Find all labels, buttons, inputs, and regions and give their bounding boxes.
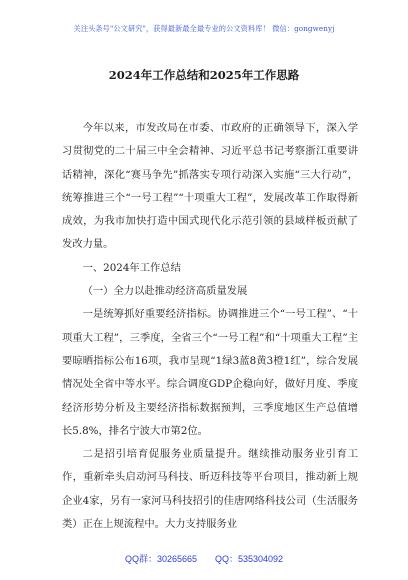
subsection-heading: （一）全力以赴推动经济高质量发展	[82, 285, 248, 298]
footer-contact	[0, 552, 408, 565]
section-heading: 一、2024年工作总结	[82, 261, 181, 274]
paragraph-indicators: 一是统筹抓好重要经济指标。协调推进三个“一号工程”、“十项重大工程”，三季度，全省三个“一号工程”和“十项重大工程”主要晾晒指标公布16项，我市呈现“1绿3蓝8黄3橙1红”，综合发展情况处全省中等水平。综合调度GDP企稳向好，做好月度、季度经济形势分析及主要经济指标数据预判，三季度地区生产总值增长5.8%，排名宁波大市第2位。	[62, 308, 358, 437]
paragraph-services: 二是招引培育促服务业质量提升。继续推动服务业引育工作，重新牵头启动河马科技、昕迈科技等平台项目，推动新上规企业4家，另有一家河马科技招引的佳唐网络科技公司（生活服务类）正在上规流程中。大力支持服务业	[62, 448, 358, 531]
document-body	[62, 117, 358, 536]
footer-qq: QQ：535304092	[214, 554, 284, 564]
intro-paragraph: 今年以来，市发改局在市委、市政府的正确领导下，深入学习贯彻党的二十届三中全会精神、习近平总书记考察浙江重要讲话精神，深化“赛马争先”抓落实专项行动深入实施“三大行动”，统筹推进三个“一号工程”“十项重大工程”，发展改革工作取得新成效，为我市加快打造中国式现代化示范引领的县域样板贡献了发改力量。	[62, 122, 358, 251]
document-title: 2024年工作总结和2025年工作思路	[108, 68, 300, 82]
footer-qq-group: QQ群：30265665	[124, 554, 197, 564]
header-notice: 关注头条号"公文研究"，获得最新最全最专业的公文资料库！ 微信：gongwenyj	[73, 24, 335, 33]
